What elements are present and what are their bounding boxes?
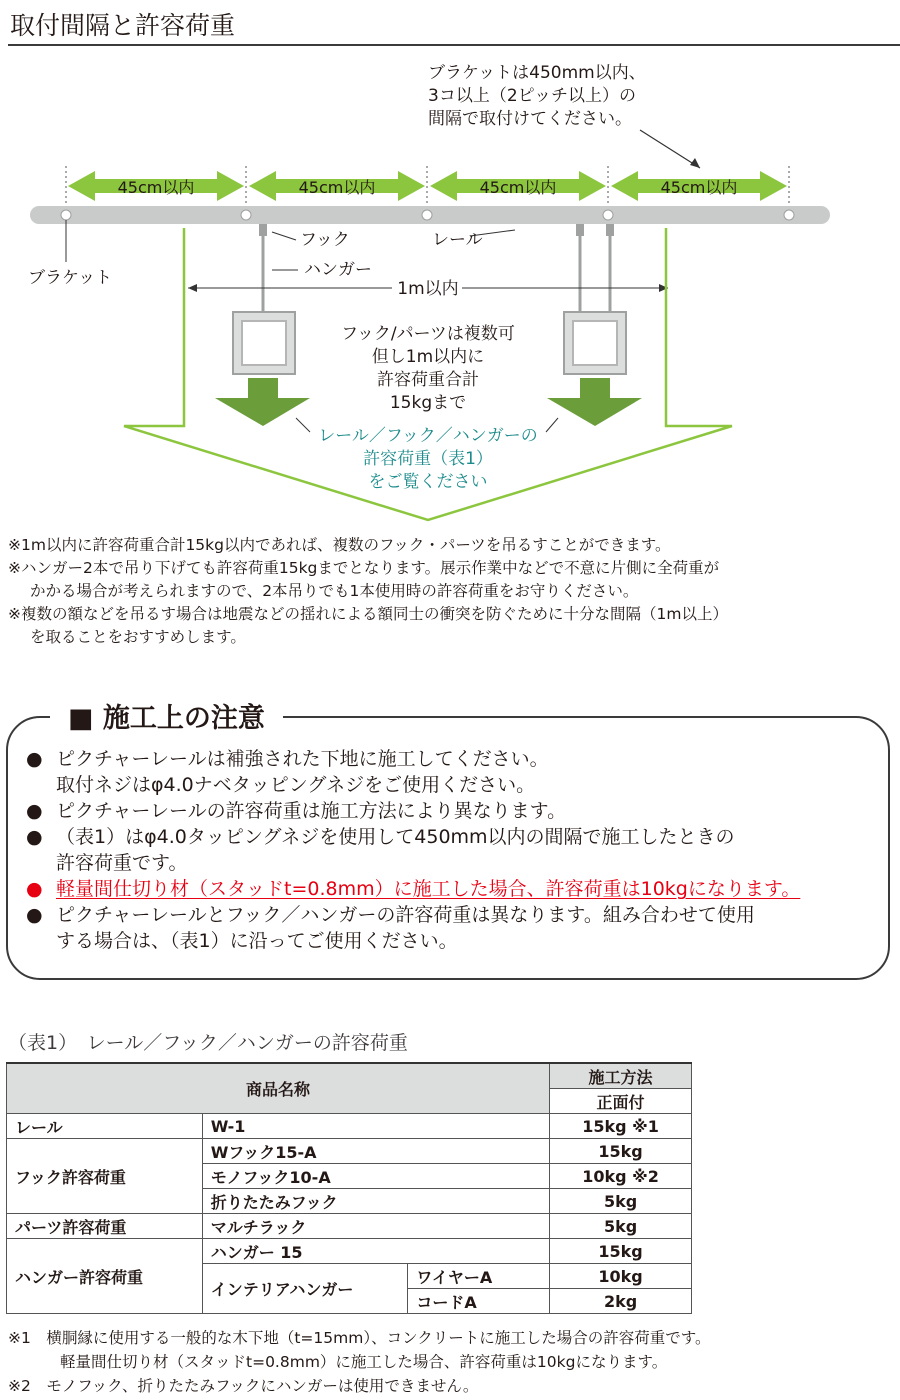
teal-leader-right: [546, 418, 558, 432]
product-cell: マルチラック: [202, 1214, 549, 1239]
hanger-label: ハンガー: [304, 260, 372, 280]
variant-cell: コードA: [408, 1289, 550, 1314]
bracket-label: ブラケット: [28, 268, 113, 288]
center-text-4: 15kgまで: [389, 393, 467, 413]
center-text-3: 許容荷重合計: [377, 370, 479, 390]
table-header-row: [7, 1063, 692, 1089]
bracket-note-line-3: 間隔で取付けてください。: [428, 109, 632, 129]
product-cell: モノフック10-A: [202, 1164, 549, 1189]
caution-text: 取付ネジはφ4.0ナベタッピングネジをご使用ください。: [56, 774, 536, 796]
value-cell: 10kg ※2: [550, 1164, 692, 1189]
footnotes: [8, 1326, 892, 1398]
hook-leader: [272, 232, 296, 240]
installation-diagram: [0, 48, 900, 528]
header-method: 施工方法: [550, 1063, 692, 1089]
load-table: [6, 1062, 692, 1314]
load-arrow-left: [215, 378, 310, 426]
product-cell: インテリアハンガー: [202, 1264, 408, 1314]
table-row: [7, 1214, 692, 1239]
teal-text-3: をご覧ください: [368, 472, 488, 492]
caution-text: （表1）はφ4.0タッピングネジを使用して450mm以内の間隔で施工したときの: [56, 826, 735, 848]
spacing-label: 45cm以内: [660, 178, 738, 197]
category-cell: フック許容荷重: [7, 1139, 203, 1214]
spacing-label: 45cm以内: [479, 178, 557, 197]
value-cell: 15kg ※1: [550, 1114, 692, 1139]
bracket-note-leader: [640, 130, 700, 168]
value-cell: 10kg: [550, 1264, 692, 1289]
note-line: ※複数の額などを吊るす場合は地震などの揺れによる額同士の衝突を防ぐために十分な間隔（1m以上）: [8, 605, 728, 623]
bullet-icon: ●: [26, 826, 43, 848]
right-hanger: [564, 224, 626, 374]
value-cell: 2kg: [550, 1289, 692, 1314]
spacing-arrow: [430, 171, 606, 201]
caution-item: [26, 746, 876, 798]
note-line: ※ハンガー2本で吊り下げても許容荷重15kgまでとなります。展示作業中などで不意に片側に全荷重が: [8, 559, 720, 577]
caution-text: ピクチャーレールは補強された下地に施工してください。: [56, 748, 549, 770]
caution-text: 軽量間仕切り材（スタッドt=0.8mm）に施工した場合、許容荷重は10kgになります。: [56, 878, 801, 900]
caution-text: する場合は、（表1）に沿ってご使用ください。: [56, 930, 458, 952]
caution-item-warning: [26, 876, 876, 902]
caution-title: ■ 施工上の注意: [50, 696, 283, 735]
bullet-icon: ●: [26, 748, 43, 770]
spacing-arrow: [68, 171, 244, 201]
spacing-arrow: [611, 171, 787, 201]
footnote-line: ※1 横胴縁に使用する一般的な木下地（t=15mm）、コンクリートに施工した場合の許容荷重です。: [8, 1329, 711, 1347]
product-cell: ハンガー 15: [202, 1239, 549, 1264]
product-cell: Wフック15-A: [202, 1139, 549, 1164]
value-cell: 15kg: [550, 1139, 692, 1164]
category-cell: パーツ許容荷重: [7, 1214, 203, 1239]
page-title: 取付間隔と許容荷重: [10, 11, 236, 40]
bracket-note-arrowhead: [690, 158, 700, 168]
caution-item: [26, 824, 876, 876]
product-cell: 折りたたみフック: [202, 1189, 549, 1214]
footnote-line: ※2 モノフック、折りたたみフックにハンガーは使用できません。: [8, 1377, 479, 1395]
caution-text: ピクチャーレールの許容荷重は施工方法により異なります。: [56, 800, 567, 822]
caution-text: ピクチャーレールとフック／ハンガーの許容荷重は異なります。組み合わせて使用: [56, 904, 755, 926]
rail-label: レール: [432, 230, 483, 250]
spacing-label: 45cm以内: [298, 178, 376, 197]
footnote-line: 軽量間仕切り材（スタッドt=0.8mm）に施工した場合、許容荷重は10kgになります。: [60, 1353, 668, 1371]
header-product: 商品名称: [7, 1063, 550, 1114]
variant-cell: ワイヤーA: [408, 1264, 550, 1289]
span-label: 1m以内: [397, 279, 459, 299]
teal-leader-left: [296, 418, 310, 432]
title-divider: [8, 44, 900, 46]
bracket-note-line-2: 3コ以上（2ピッチ以上）の: [428, 86, 636, 106]
caution-item: [26, 902, 876, 954]
bullet-icon: ●: [26, 878, 43, 900]
caution-list: [26, 746, 876, 954]
center-text-2: 但し1m以内に: [371, 347, 485, 367]
caution-item: [26, 798, 876, 824]
bracket-note-line-1: ブラケットは450mm以内、: [428, 63, 646, 83]
product-cell: W-1: [202, 1114, 549, 1139]
category-cell: レール: [7, 1114, 203, 1139]
notes: [8, 534, 892, 649]
note-line: を取ることをおすすめします。: [30, 628, 246, 646]
header-front: 正面付: [550, 1089, 692, 1114]
teal-text-2: 許容荷重（表1）: [363, 449, 493, 469]
spacing-label: 45cm以内: [117, 178, 195, 197]
note-line: かかる場合が考えられますので、2本吊りでも1本使用時の許容荷重をお守りください。: [30, 582, 639, 600]
note-line: ※1m以内に許容荷重合計15kg以内であれば、複数のフック・パーツを吊るすことができます。: [8, 536, 671, 554]
hook-label: フック: [300, 230, 350, 250]
table-row: [7, 1114, 692, 1139]
value-cell: 15kg: [550, 1239, 692, 1264]
teal-text-1: レール／フック／ハンガーの: [318, 426, 538, 446]
table-title: （表1） レール／フック／ハンガーの許容荷重: [8, 1032, 408, 1054]
category-cell: ハンガー許容荷重: [7, 1239, 203, 1314]
caution-text: 許容荷重です。: [56, 852, 188, 874]
value-cell: 5kg: [550, 1214, 692, 1239]
bullet-icon: ●: [26, 800, 43, 822]
load-arrow-right: [547, 378, 642, 426]
center-text-1: フック/パーツは複数可: [341, 324, 515, 344]
table-row: [7, 1139, 692, 1164]
bullet-icon: ●: [26, 904, 43, 926]
left-hanger: [233, 224, 295, 374]
table-row: [7, 1239, 692, 1264]
value-cell: 5kg: [550, 1189, 692, 1214]
spacing-arrow: [249, 171, 425, 201]
